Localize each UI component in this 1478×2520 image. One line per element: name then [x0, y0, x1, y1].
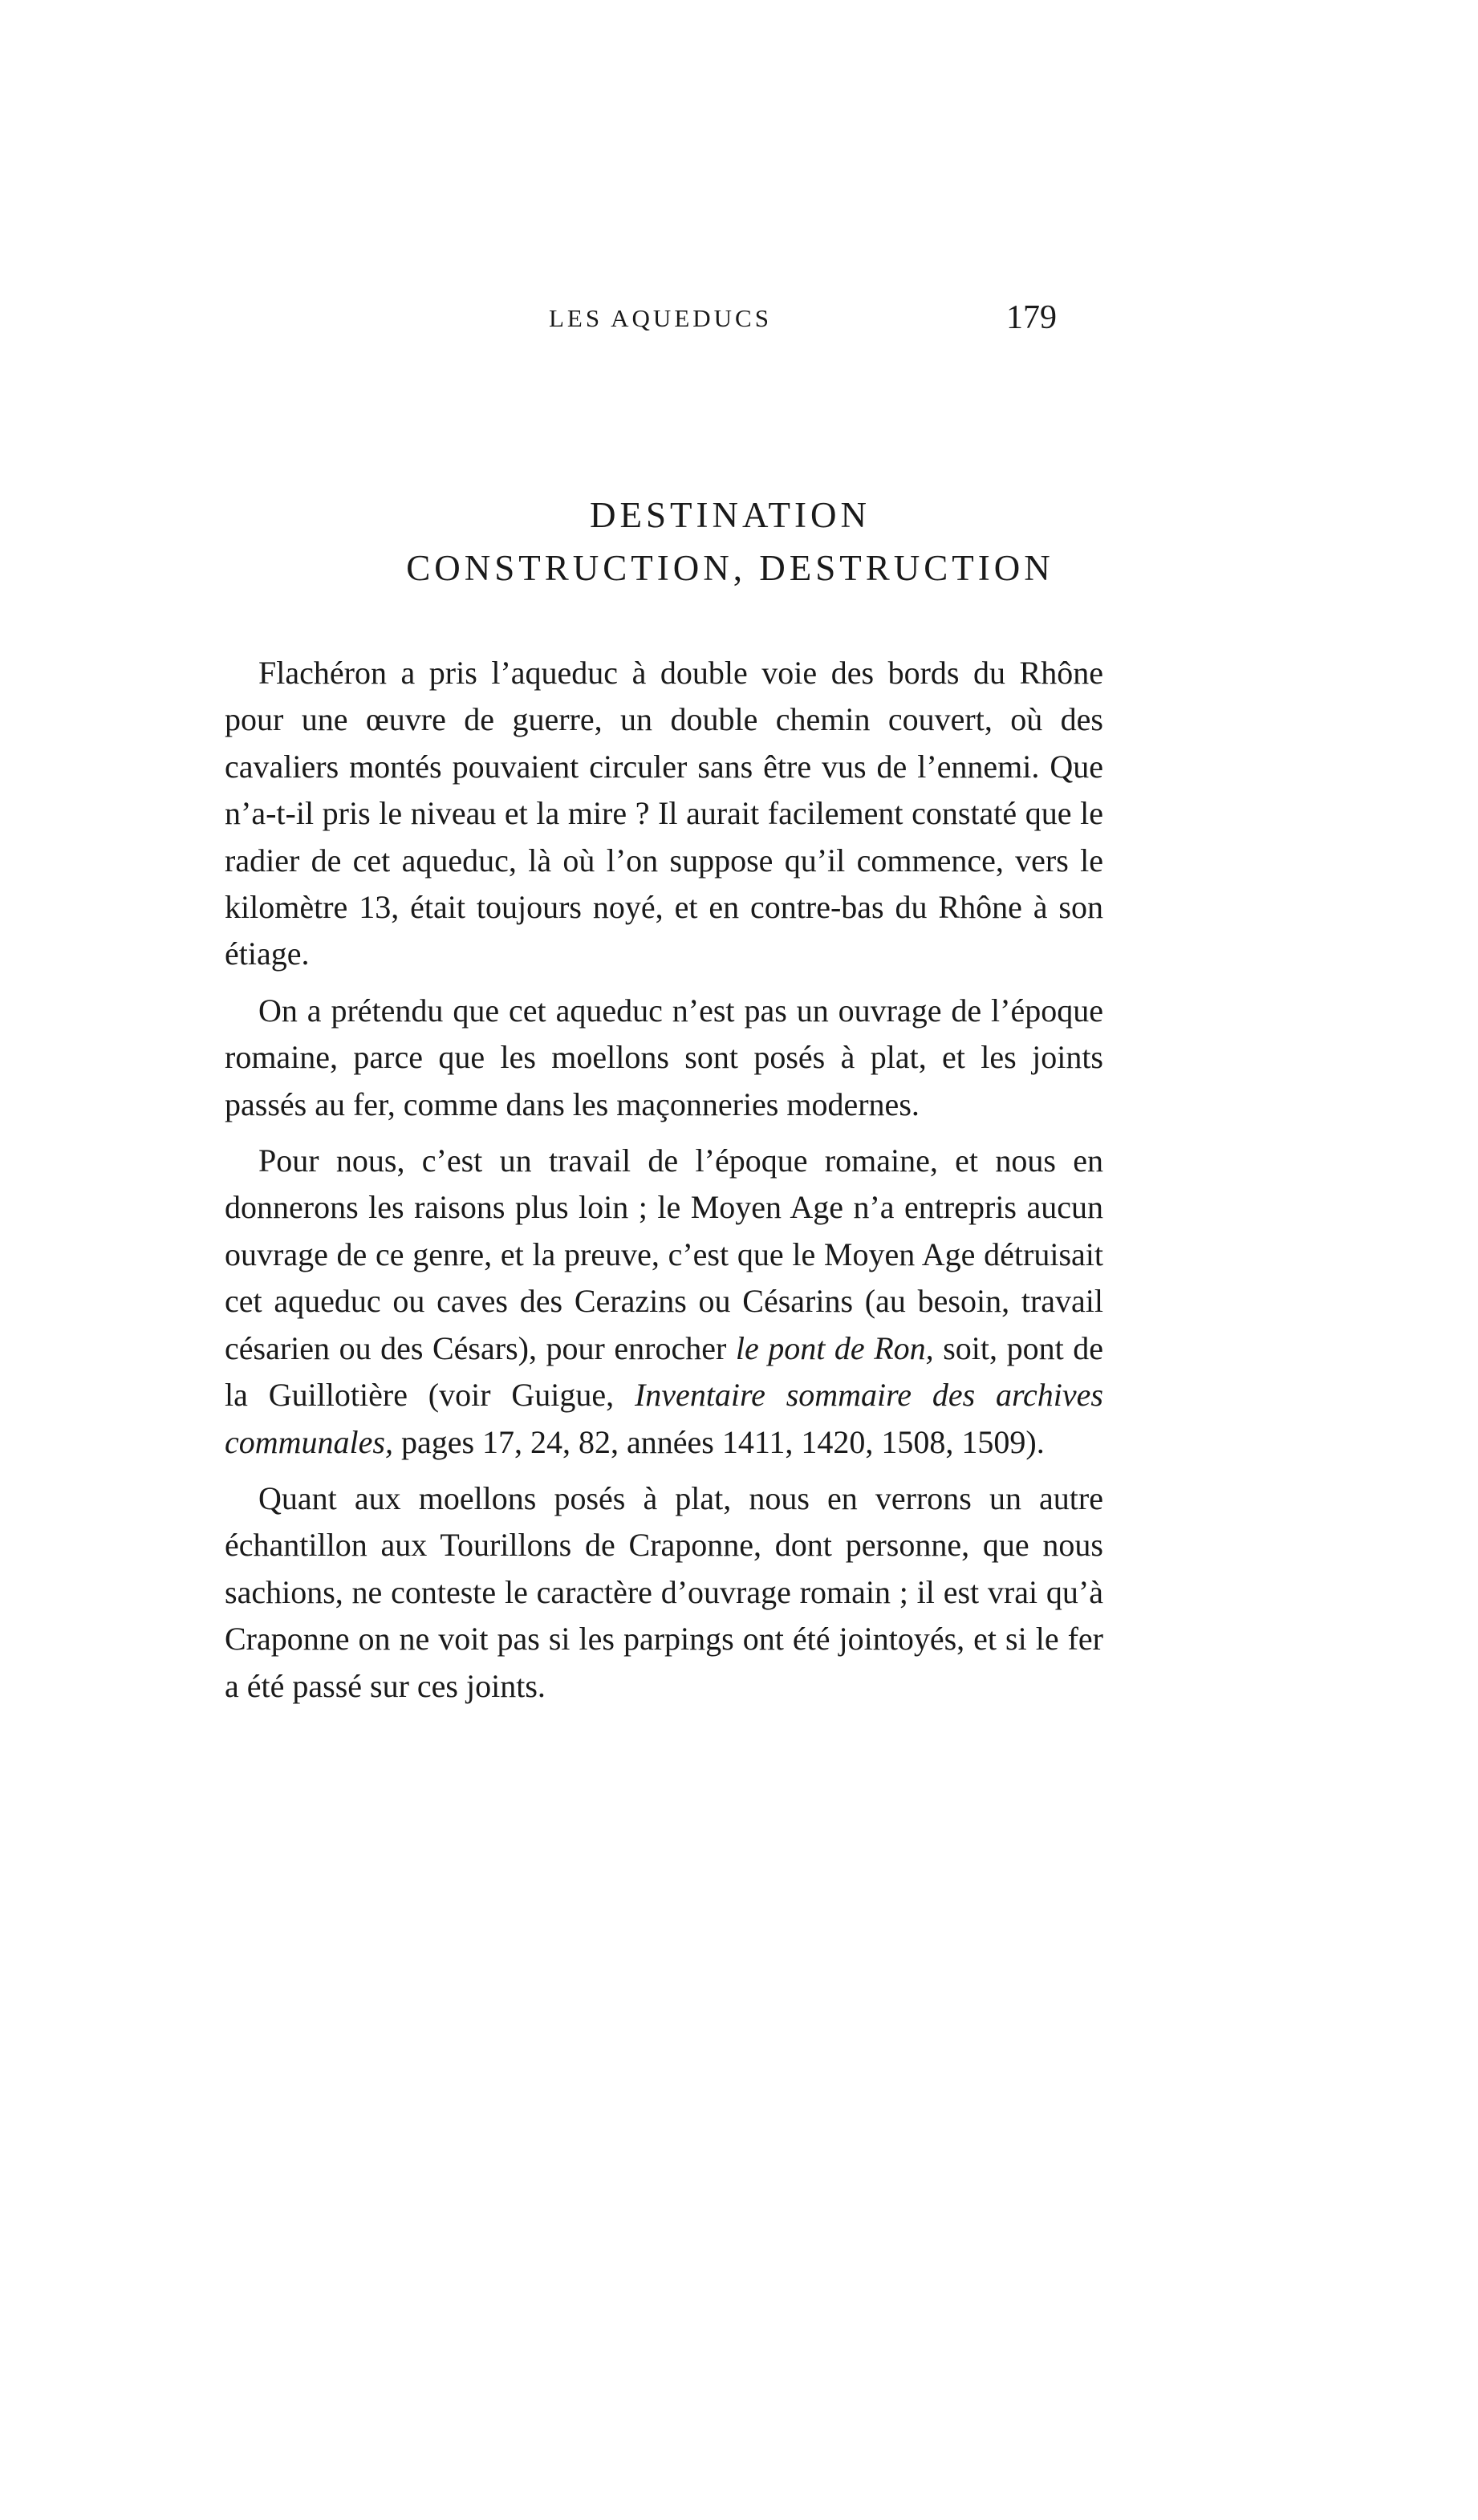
paragraph-moyen-age-text-1: Pour nous, c’est un travail de l’époque romaine, et nous en donnerons les raisons plus loin ; le Moyen Age n’a entrepris aucun ouvrage de ce genre, et la preuve, c’est que le Moyen Age détruisait cet aqueduc ou caves des Cerazins ou Césarins (au besoin, travail césarien ou des Césars), pour enrocher	[225, 1142, 1103, 1366]
paragraph-epoque-romaine: On a prétendu que cet aqueduc n’est pas un ouvrage de l’époque romaine, parce que les moellons sont posés à plat, et les joints passés au fer, comme dans les maçonneries modernes.	[225, 992, 1103, 1122]
italic-inventaire-title: Inventaire sommaire des archives communales,	[225, 1377, 1103, 1460]
italic-pont-de-ron: le pont de Ron,	[735, 1329, 934, 1366]
running-title: LES AQUEDUCS	[549, 304, 772, 332]
heading-line-destination: DESTINATION	[590, 495, 871, 535]
paragraph-moyen-age	[225, 1138, 1103, 1466]
body-text	[225, 650, 1103, 1719]
paragraph-moyen-age-text-2: soit, pont de la Guillotière (voir Guigue,	[225, 1329, 1103, 1414]
heading-line-construction-destruction: CONSTRUCTION, DESTRUCTION	[406, 548, 1054, 588]
running-head	[0, 298, 1478, 347]
paragraph-moyen-age-text-3: pages 17, 24, 82, années 1411, 1420, 1508, 1509).	[392, 1423, 1045, 1460]
page-number: 179	[1006, 299, 1057, 336]
paragraph-flacheron: Flachéron a pris l’aqueduc à double voie des bords du Rhône pour une œuvre de guerre, un double chemin couvert, où des cavaliers montés pouvaient circuler sans être vus de l’ennemi. Que n’a-t-il pris le niveau et la mire ? Il aurait facilement constaté que le radier de cet aqueduc, là où l’on suppose qu’il commence, vers le kilomètre 13, était toujours noyé, et en contre-bas du Rhône à son étiage.	[225, 655, 1103, 972]
section-heading	[265, 491, 1196, 592]
paragraph-craponne: Quant aux moellons posés à plat, nous en verrons un autre échantillon aux Tourillons de Craponne, dont personne, que nous sachions, ne conteste le caractère d’ouvrage romain ; il est vrai qu’à Craponne on ne voit pas si les parpings ont été jointoyés, et si le fer a été passé sur ces joints.	[225, 1479, 1103, 1704]
